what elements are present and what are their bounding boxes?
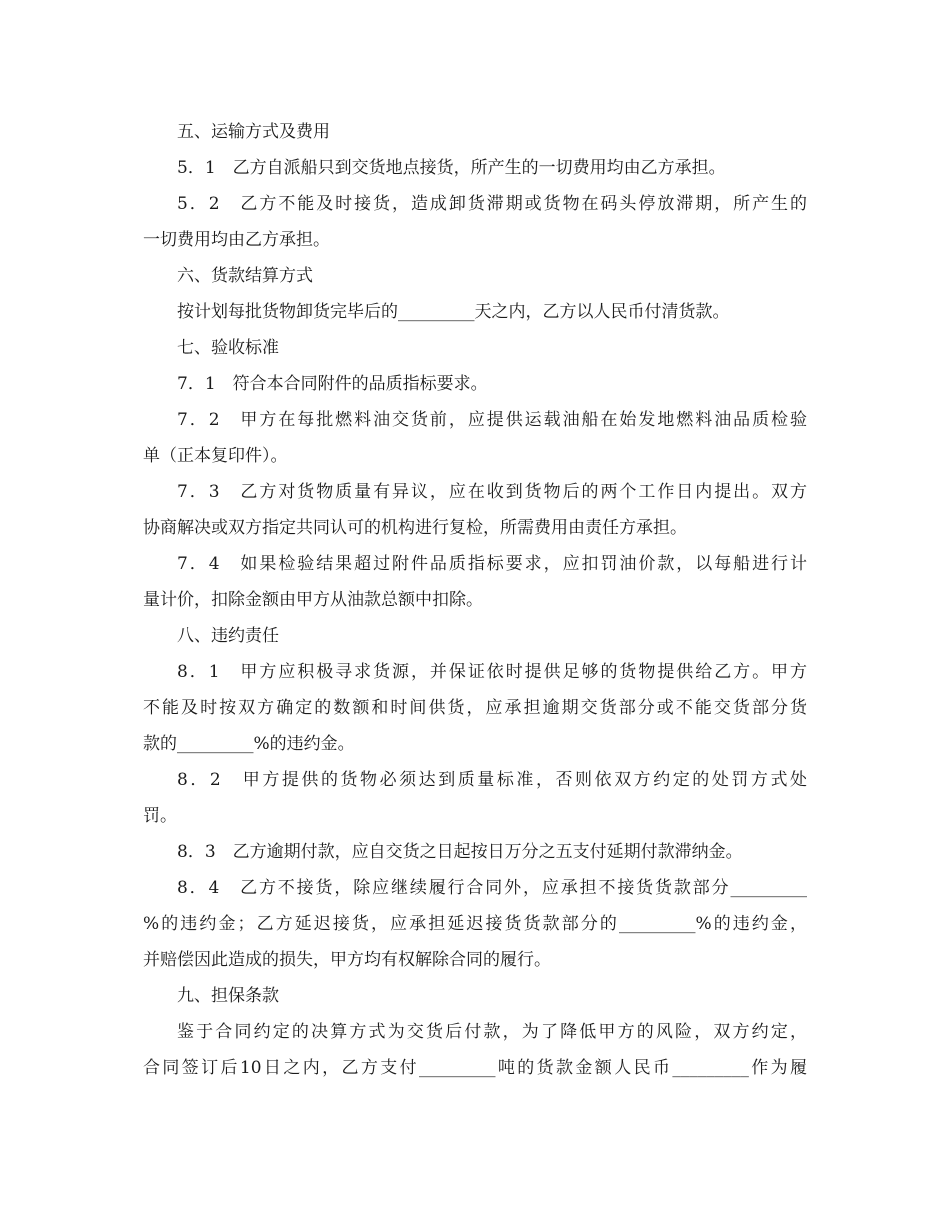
clause-7-3-line-1: 7．3 乙方对货物质量有异议，应在收到货物后的两个工作日内提出。双方 — [177, 482, 807, 502]
clause-8-4-line-1: 8．4 乙方不接货，除应继续履行合同外，应承担不接货货款部分_________ — [177, 878, 807, 898]
section-heading-settlement: 六、货款结算方式 — [177, 266, 313, 286]
clause-7-4-line-2: 量计价，扣除金额由甲方从油款总额中扣除。 — [143, 590, 483, 610]
clause-8-1-line-1: 8．1 甲方应积极寻求货源，并保证依时提供足够的货物提供给乙方。甲方 — [177, 662, 807, 682]
clause-7-2-line-1: 7．2 甲方在每批燃料油交货前，应提供运载油船在始发地燃料油品质检验 — [177, 410, 807, 430]
clause-5-2-line-2: 一切费用均由乙方承担。 — [143, 230, 330, 250]
clause-8-2-line-1: 8．2 甲方提供的货物必须达到质量标准，否则依双方约定的处罚方式处 — [177, 770, 807, 790]
section-heading-guarantee: 九、担保条款 — [177, 986, 279, 1006]
clause-8-4-line-2: %的违约金；乙方延迟接货，应承担延迟接货货款部分的_________%的违约金， — [143, 914, 807, 934]
clause-5-1: 5．1 乙方自派船只到交货地点接货，所产生的一切费用均由乙方承担。 — [177, 158, 726, 178]
guarantee-clause-line-1: 鉴于合同约定的决算方式为交货后付款，为了降低甲方的风险，双方约定， — [177, 1022, 807, 1042]
section-heading-transport: 五、运输方式及费用 — [177, 122, 330, 142]
guarantee-clause-line-2: 合同签订后10日之内，乙方支付_________吨的货款金额人民币_________作为履 — [143, 1058, 807, 1078]
section-heading-liability: 八、违约责任 — [177, 626, 279, 646]
clause-7-4-line-1: 7．4 如果检验结果超过附件品质指标要求，应扣罚油价款，以每船进行计 — [177, 554, 807, 574]
clause-8-1-line-2: 不能及时按双方确定的数额和时间供货，应承担逾期交货部分或不能交货部分货 — [143, 698, 807, 718]
section-heading-acceptance: 七、验收标准 — [177, 338, 279, 358]
clause-8-4-line-3: 并赔偿因此造成的损失，甲方均有权解除合同的履行。 — [143, 950, 551, 970]
clause-8-1-line-3: 款的_________%的违约金。 — [143, 734, 355, 754]
clause-5-2-line-1: 5．2 乙方不能及时接货，造成卸货滞期或货物在码头停放滞期，所产生的 — [177, 194, 807, 214]
clause-8-3: 8．3 乙方逾期付款，应自交货之日起按日万分之五支付延期付款滞纳金。 — [177, 842, 743, 862]
clause-7-3-line-2: 协商解决或双方指定共同认可的机构进行复检，所需费用由责任方承担。 — [143, 518, 687, 538]
clause-8-2-line-2: 罚。 — [143, 806, 177, 826]
document-body — [143, 114, 807, 1086]
settlement-clause: 按计划每批货物卸货完毕后的_________天之内，乙方以人民币付清货款。 — [177, 302, 730, 322]
clause-7-1: 7．1 符合本合同附件的品质指标要求。 — [177, 374, 488, 394]
clause-7-2-line-2: 单（正本复印件）。 — [143, 446, 288, 466]
